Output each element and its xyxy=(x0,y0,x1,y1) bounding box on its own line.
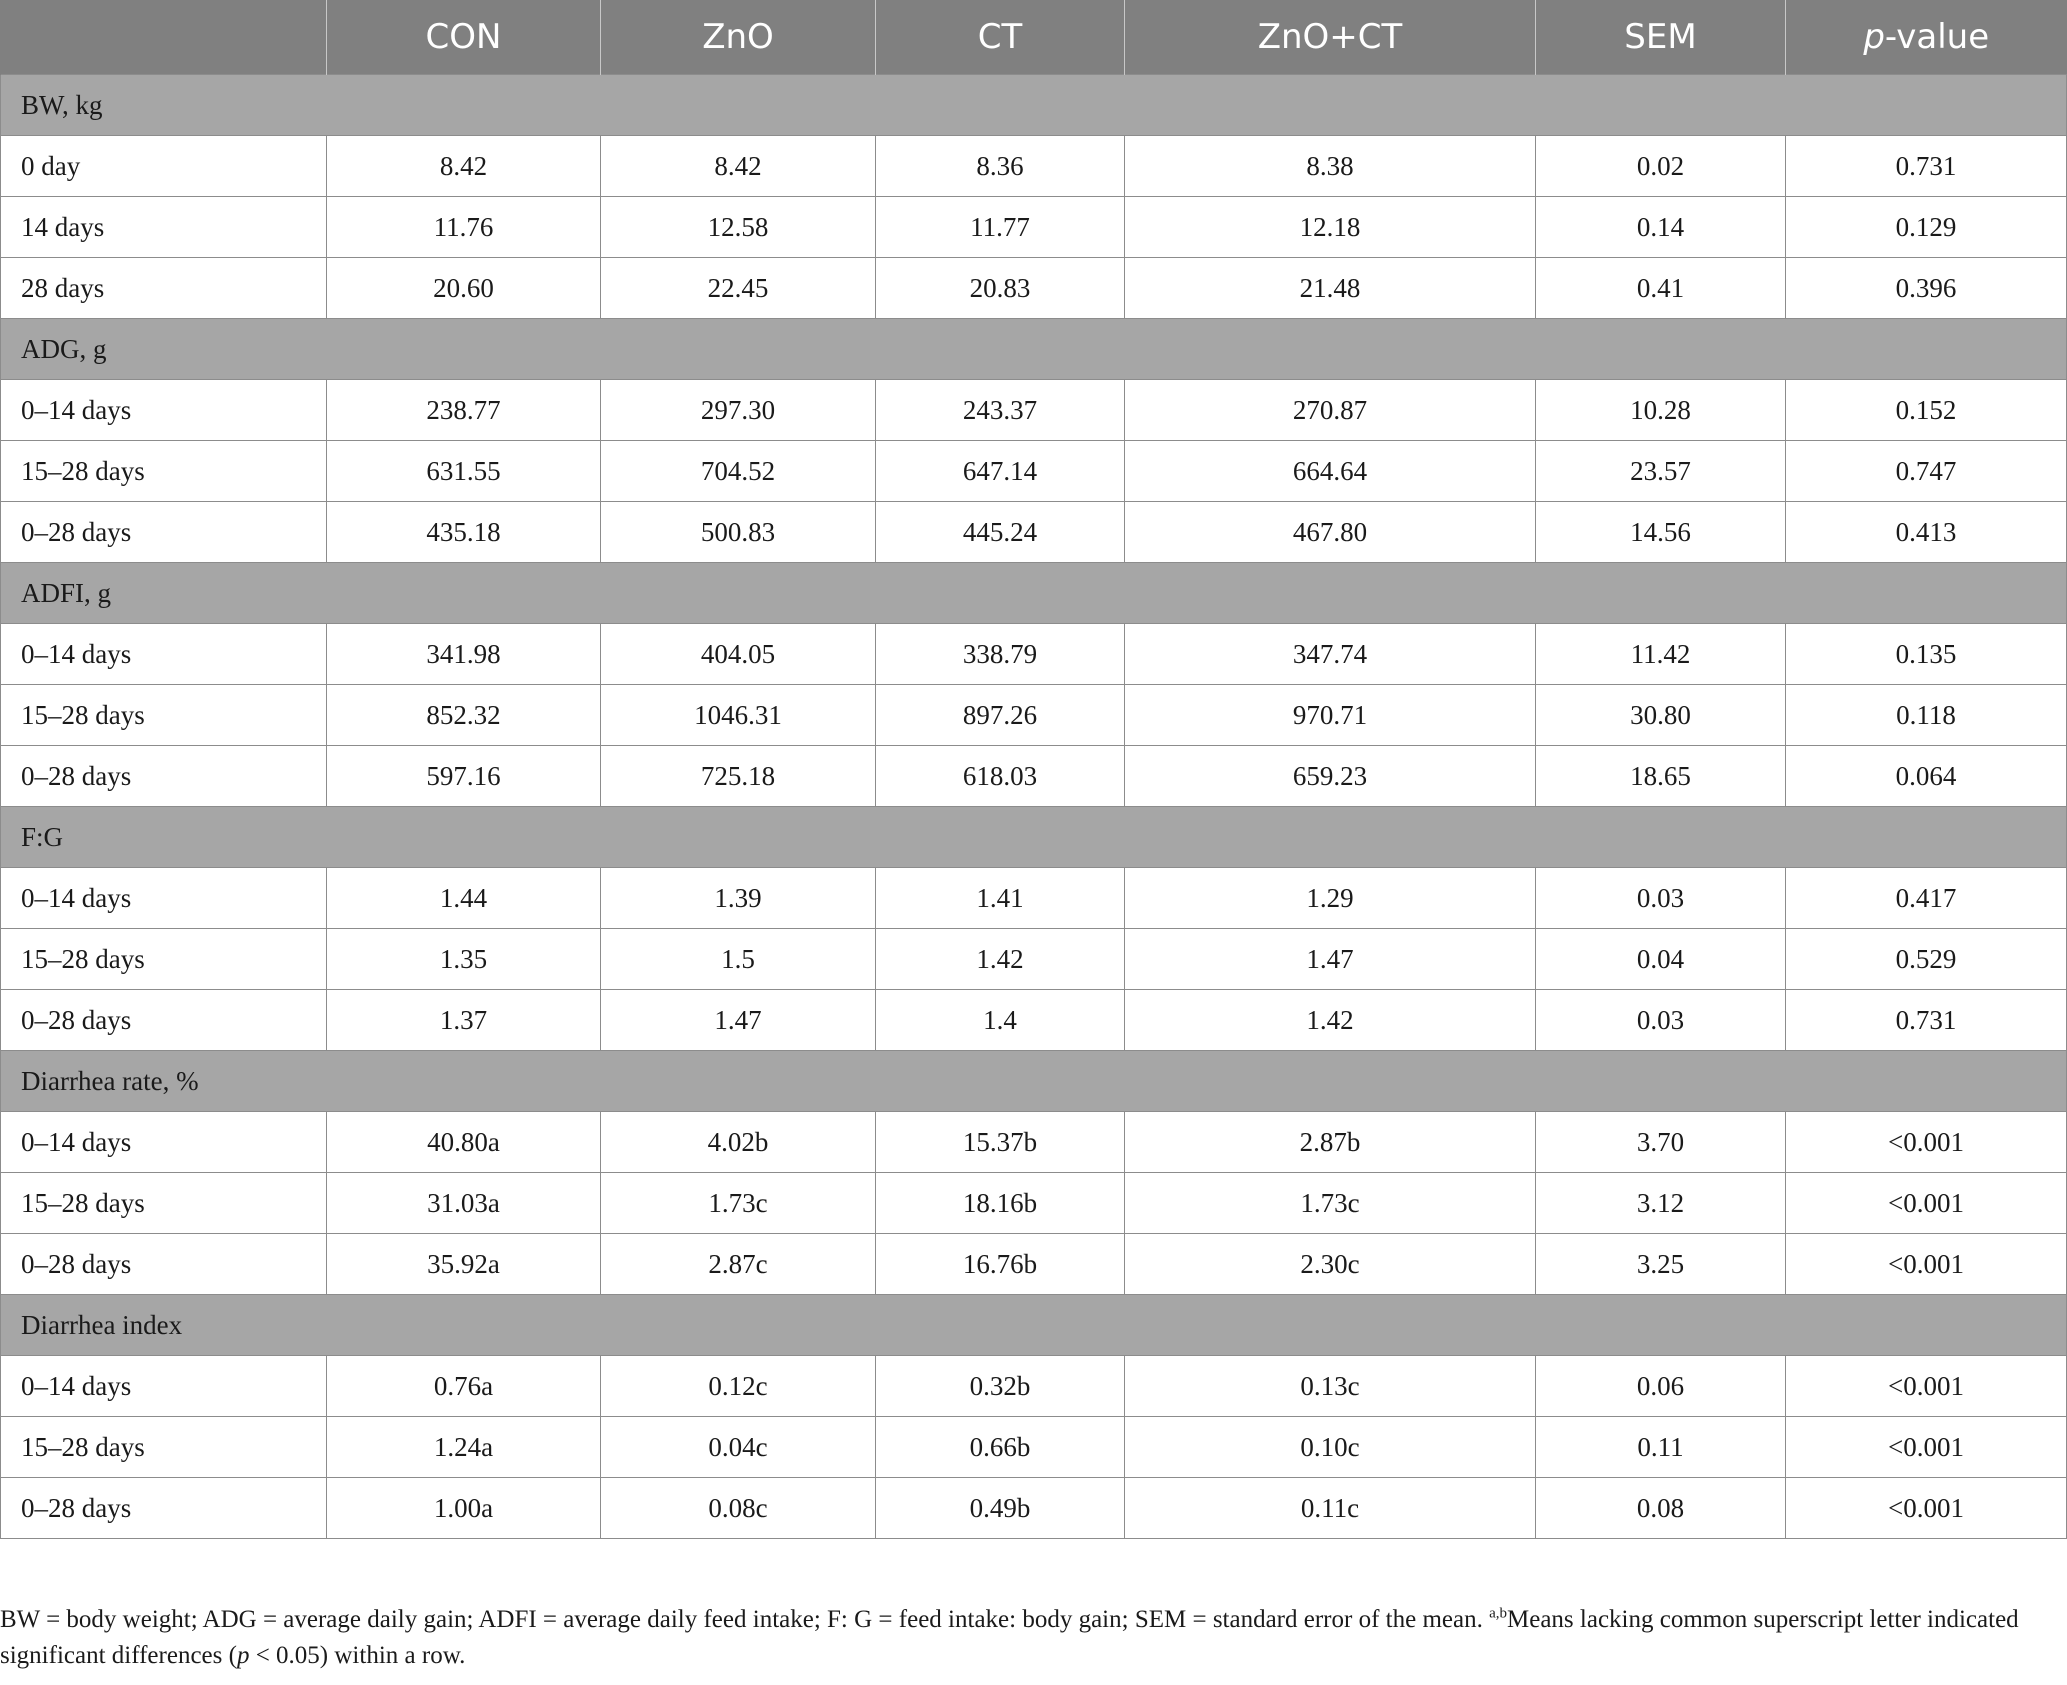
header-cell-blank xyxy=(1,0,327,75)
row-label: 0–14 days xyxy=(1,868,327,929)
row-label: 0–14 days xyxy=(1,624,327,685)
section-row xyxy=(1,75,2067,136)
table-cell: 0.12c xyxy=(601,1356,876,1417)
table-cell: 0.41 xyxy=(1536,258,1786,319)
table-row xyxy=(1,502,2067,563)
section-title: BW, kg xyxy=(1,75,2067,136)
table-cell: 0.152 xyxy=(1786,380,2067,441)
table-cell: 1.44 xyxy=(327,868,601,929)
footnote-text-1: BW = body weight; ADG = average daily gain; ADFI = average daily feed intake; F: G = feed intake: body gain; SEM = standard error of the mean. xyxy=(0,1606,1490,1633)
table-cell: 238.77 xyxy=(327,380,601,441)
table-cell: 897.26 xyxy=(876,685,1125,746)
header-row xyxy=(1,0,2067,75)
section-row xyxy=(1,807,2067,868)
table-cell: 243.37 xyxy=(876,380,1125,441)
table-cell: 0.135 xyxy=(1786,624,2067,685)
table-cell: 404.05 xyxy=(601,624,876,685)
section-title: ADG, g xyxy=(1,319,2067,380)
header-cell-p-value xyxy=(1786,0,2067,75)
row-label: 0–28 days xyxy=(1,1478,327,1539)
table-cell: 11.76 xyxy=(327,197,601,258)
table-cell: 0.49b xyxy=(876,1478,1125,1539)
table-cell: 1.24a xyxy=(327,1417,601,1478)
table-cell: 0.06 xyxy=(1536,1356,1786,1417)
table-cell: <0.001 xyxy=(1786,1173,2067,1234)
table-cell: 0.04c xyxy=(601,1417,876,1478)
footnote-text-2: Means lacking common superscript letter indicated significant differences ( xyxy=(0,1606,2019,1669)
row-label: 15–28 days xyxy=(1,441,327,502)
table-row xyxy=(1,136,2067,197)
row-label: 0–28 days xyxy=(1,746,327,807)
table-cell: 852.32 xyxy=(327,685,601,746)
table-cell: 18.65 xyxy=(1536,746,1786,807)
table-cell: 1.5 xyxy=(601,929,876,990)
table-cell: 0.10c xyxy=(1125,1417,1536,1478)
table-cell: 0.13c xyxy=(1125,1356,1536,1417)
table-cell: 11.77 xyxy=(876,197,1125,258)
row-label: 15–28 days xyxy=(1,1417,327,1478)
table-cell: 647.14 xyxy=(876,441,1125,502)
table-cell: 297.30 xyxy=(601,380,876,441)
table-cell: 0.08c xyxy=(601,1478,876,1539)
section-title: Diarrhea rate, % xyxy=(1,1051,2067,1112)
table-cell: 0.02 xyxy=(1536,136,1786,197)
table-cell: 15.37b xyxy=(876,1112,1125,1173)
table-cell: 16.76b xyxy=(876,1234,1125,1295)
table-cell: 1.4 xyxy=(876,990,1125,1051)
table-cell: 1.41 xyxy=(876,868,1125,929)
row-label: 0–28 days xyxy=(1,502,327,563)
table-cell: 0.129 xyxy=(1786,197,2067,258)
table-cell: 8.36 xyxy=(876,136,1125,197)
table-cell: 270.87 xyxy=(1125,380,1536,441)
section-title: Diarrhea index xyxy=(1,1295,2067,1356)
table-row xyxy=(1,929,2067,990)
table-cell: 0.03 xyxy=(1536,990,1786,1051)
table-cell: 8.38 xyxy=(1125,136,1536,197)
table-cell: 40.80a xyxy=(327,1112,601,1173)
table-row xyxy=(1,990,2067,1051)
table-cell: 22.45 xyxy=(601,258,876,319)
table-cell: 0.118 xyxy=(1786,685,2067,746)
table-cell: 0.396 xyxy=(1786,258,2067,319)
footnote-superscript: a,b xyxy=(1489,1605,1508,1622)
header-cell-sem: SEM xyxy=(1536,0,1786,75)
table-cell: 2.87b xyxy=(1125,1112,1536,1173)
table-row xyxy=(1,1173,2067,1234)
table-cell: 1.39 xyxy=(601,868,876,929)
section-row xyxy=(1,1295,2067,1356)
table-body xyxy=(1,75,2067,1539)
table-cell: 0.413 xyxy=(1786,502,2067,563)
table-cell: <0.001 xyxy=(1786,1234,2067,1295)
table-cell: 664.64 xyxy=(1125,441,1536,502)
row-label: 15–28 days xyxy=(1,929,327,990)
table-cell: 10.28 xyxy=(1536,380,1786,441)
row-label: 0–28 days xyxy=(1,1234,327,1295)
header-cell-zno-ct: ZnO+CT xyxy=(1125,0,1536,75)
table-cell: 0.08 xyxy=(1536,1478,1786,1539)
table-cell: 1.73c xyxy=(1125,1173,1536,1234)
table-cell: 0.32b xyxy=(876,1356,1125,1417)
row-label: 14 days xyxy=(1,197,327,258)
table-cell: 0.04 xyxy=(1536,929,1786,990)
table-cell: 0.03 xyxy=(1536,868,1786,929)
header-cell-ct: CT xyxy=(876,0,1125,75)
table-cell: 30.80 xyxy=(1536,685,1786,746)
table-row xyxy=(1,1417,2067,1478)
footnote-text-3: < 0.05) within a row. xyxy=(249,1642,466,1669)
table-cell: 12.18 xyxy=(1125,197,1536,258)
table-row xyxy=(1,380,2067,441)
table-cell: 3.12 xyxy=(1536,1173,1786,1234)
table-cell: 1.00a xyxy=(327,1478,601,1539)
table-cell: 618.03 xyxy=(876,746,1125,807)
header-cell-con: CON xyxy=(327,0,601,75)
row-label: 0–14 days xyxy=(1,1112,327,1173)
table-cell: 0.417 xyxy=(1786,868,2067,929)
table-cell: 3.70 xyxy=(1536,1112,1786,1173)
table-cell: <0.001 xyxy=(1786,1417,2067,1478)
table-row xyxy=(1,441,2067,502)
table-cell: 1.29 xyxy=(1125,868,1536,929)
table-row xyxy=(1,685,2067,746)
table-cell: 970.71 xyxy=(1125,685,1536,746)
table-cell: 1.47 xyxy=(1125,929,1536,990)
table-cell: 0.731 xyxy=(1786,136,2067,197)
table-cell: 35.92a xyxy=(327,1234,601,1295)
table-cell: 23.57 xyxy=(1536,441,1786,502)
table-cell: 21.48 xyxy=(1125,258,1536,319)
section-row xyxy=(1,319,2067,380)
table-row xyxy=(1,624,2067,685)
table-cell: 8.42 xyxy=(601,136,876,197)
table-cell: 2.87c xyxy=(601,1234,876,1295)
table-cell: 0.76a xyxy=(327,1356,601,1417)
row-label: 0–28 days xyxy=(1,990,327,1051)
table-cell: 1.73c xyxy=(601,1173,876,1234)
table-row xyxy=(1,1478,2067,1539)
table-cell: <0.001 xyxy=(1786,1112,2067,1173)
table-cell: 435.18 xyxy=(327,502,601,563)
table-cell: <0.001 xyxy=(1786,1478,2067,1539)
table-cell: 12.58 xyxy=(601,197,876,258)
table-cell: 659.23 xyxy=(1125,746,1536,807)
row-label: 0 day xyxy=(1,136,327,197)
table-cell: 347.74 xyxy=(1125,624,1536,685)
table-cell: 18.16b xyxy=(876,1173,1125,1234)
table-cell: 4.02b xyxy=(601,1112,876,1173)
table-cell: 445.24 xyxy=(876,502,1125,563)
table-cell: 338.79 xyxy=(876,624,1125,685)
table-cell: 11.42 xyxy=(1536,624,1786,685)
table-cell: 0.11c xyxy=(1125,1478,1536,1539)
footnote-p-symbol: p xyxy=(236,1642,250,1669)
table-cell: 0.064 xyxy=(1786,746,2067,807)
table-cell: 1.47 xyxy=(601,990,876,1051)
table-row xyxy=(1,868,2067,929)
table-cell: 14.56 xyxy=(1536,502,1786,563)
table-cell: 1.42 xyxy=(1125,990,1536,1051)
row-label: 0–14 days xyxy=(1,380,327,441)
row-label: 28 days xyxy=(1,258,327,319)
table-cell: 597.16 xyxy=(327,746,601,807)
table-footnote xyxy=(0,1602,2060,1674)
value-suffix: -value xyxy=(1884,17,1990,57)
section-title: ADFI, g xyxy=(1,563,2067,624)
table-row xyxy=(1,1234,2067,1295)
table-cell: 1.35 xyxy=(327,929,601,990)
table-cell: 704.52 xyxy=(601,441,876,502)
table-cell: 20.83 xyxy=(876,258,1125,319)
table-cell: 1046.31 xyxy=(601,685,876,746)
row-label: 15–28 days xyxy=(1,1173,327,1234)
table-cell: 2.30c xyxy=(1125,1234,1536,1295)
table-cell: 0.731 xyxy=(1786,990,2067,1051)
p-symbol: p xyxy=(1863,17,1885,57)
section-title: F:G xyxy=(1,807,2067,868)
table-row xyxy=(1,746,2067,807)
table-cell: 341.98 xyxy=(327,624,601,685)
table-cell: 8.42 xyxy=(327,136,601,197)
table-cell: 0.747 xyxy=(1786,441,2067,502)
table-cell: 0.66b xyxy=(876,1417,1125,1478)
table-cell: 500.83 xyxy=(601,502,876,563)
table-cell: <0.001 xyxy=(1786,1356,2067,1417)
row-label: 15–28 days xyxy=(1,685,327,746)
table-cell: 725.18 xyxy=(601,746,876,807)
table-cell: 31.03a xyxy=(327,1173,601,1234)
table-row xyxy=(1,258,2067,319)
table-cell: 3.25 xyxy=(1536,1234,1786,1295)
table-cell: 631.55 xyxy=(327,441,601,502)
table-row xyxy=(1,1112,2067,1173)
table-cell: 0.529 xyxy=(1786,929,2067,990)
header-cell-zno: ZnO xyxy=(601,0,876,75)
section-row xyxy=(1,563,2067,624)
table-cell: 467.80 xyxy=(1125,502,1536,563)
table-row xyxy=(1,197,2067,258)
section-row xyxy=(1,1051,2067,1112)
table-row xyxy=(1,1356,2067,1417)
table-cell: 1.37 xyxy=(327,990,601,1051)
table-cell: 20.60 xyxy=(327,258,601,319)
table-cell: 0.11 xyxy=(1536,1417,1786,1478)
row-label: 0–14 days xyxy=(1,1356,327,1417)
table-cell: 1.42 xyxy=(876,929,1125,990)
table-cell: 0.14 xyxy=(1536,197,1786,258)
